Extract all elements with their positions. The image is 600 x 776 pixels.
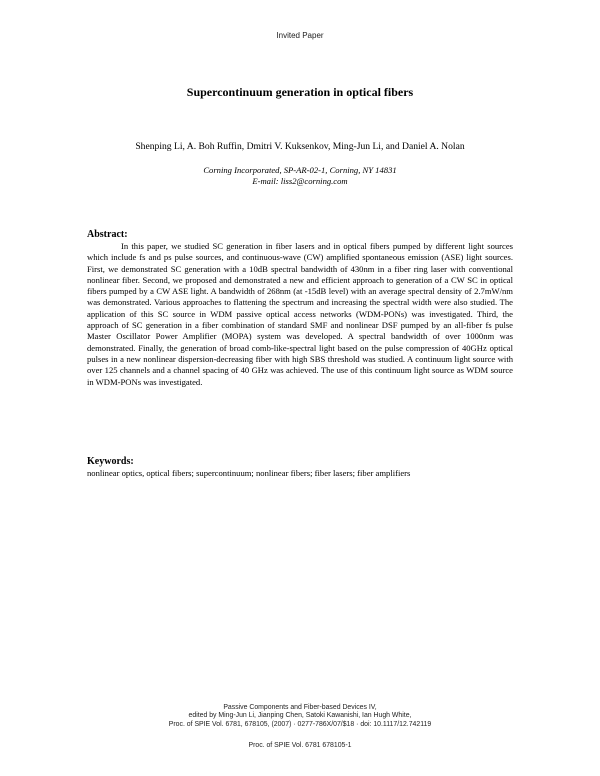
footer-line-2: edited by Ming-Jun Li, Jianping Chen, Satoki Kawanishi, Ian Hugh White, <box>188 712 412 720</box>
paper-title: Supercontinuum generation in optical fibers <box>186 85 414 99</box>
keywords-heading: Keywords: <box>87 456 134 467</box>
affiliation-email: E-mail: liss2@corning.com <box>252 176 348 186</box>
footer-line-1: Passive Components and Fiber-based Devices IV, <box>223 704 377 711</box>
abstract-heading: Abstract: <box>87 229 128 240</box>
affiliation-block <box>0 165 600 187</box>
page-number-footer: Proc. of SPIE Vol. 6781 678105-1 <box>248 742 352 749</box>
running-header: Invited Paper <box>276 31 324 40</box>
footer-line-3: Proc. of SPIE Vol. 6781, 678105, (2007) · 0277-786X/07/$18 · doi: 10.1117/12.742119 <box>168 720 432 728</box>
keywords-text: nonlinear optics, optical fibers; supercontinuum; nonlinear fibers; fiber lasers; fiber amplifiers <box>87 468 411 478</box>
author-list: Shenping Li, A. Boh Ruffin, Dmitri V. Kuksenkov, Ming-Jun Li, and Daniel A. Nolan <box>135 141 465 152</box>
publication-footer <box>0 704 600 729</box>
abstract-text: In this paper, we studied SC generation in fiber lasers and in optical fibers pumped by different light sources which include fs and ps pulse sources, and continuous-wave (CW) amplified spontaneous emission (ASE) light sources. First, we demonstrated SC generation with a 10dB spectral bandwidth of 430nm in a fiber ring laser with conventional nonlinear fiber. Second, we proposed and demonstrated a new and efficient approach to generation of a CW SC in optical fibers pumped by a CW ASE light. A bandwidth of 268nm (at -15dB level) with an average spectral density of 2.7mW/nm was demonstrated. Various approaches to flattening the spectrum and increasing the spectral width were also studied. The application of this SC source in WDM passive optical access networks (WDM-PONs) was investigated. Third, the approach of SC generation in a fiber combination of standard SMF and nonlinear DSF pumped by an all-fiber fs pulse Master Oscillator Power Amplifier (MOPA) system was developed. A spectral bandwidth of over 1000nm was demonstrated. Finally, the generation of broad comb-like-spectral light based on the pulse compression of 40GHz optical pulses in a new nonlinear dispersion-decreasing fiber with high SBS threshold was studied. A continuum light source with over 125 channels and a channel spacing of 40 GHz was achieved. The use of this continuum light source as WDM source in WDM-PONs was investigated. <box>87 241 513 387</box>
affiliation-org: Corning Incorporated, SP-AR-02-1, Corning, NY 14831 <box>203 165 397 175</box>
